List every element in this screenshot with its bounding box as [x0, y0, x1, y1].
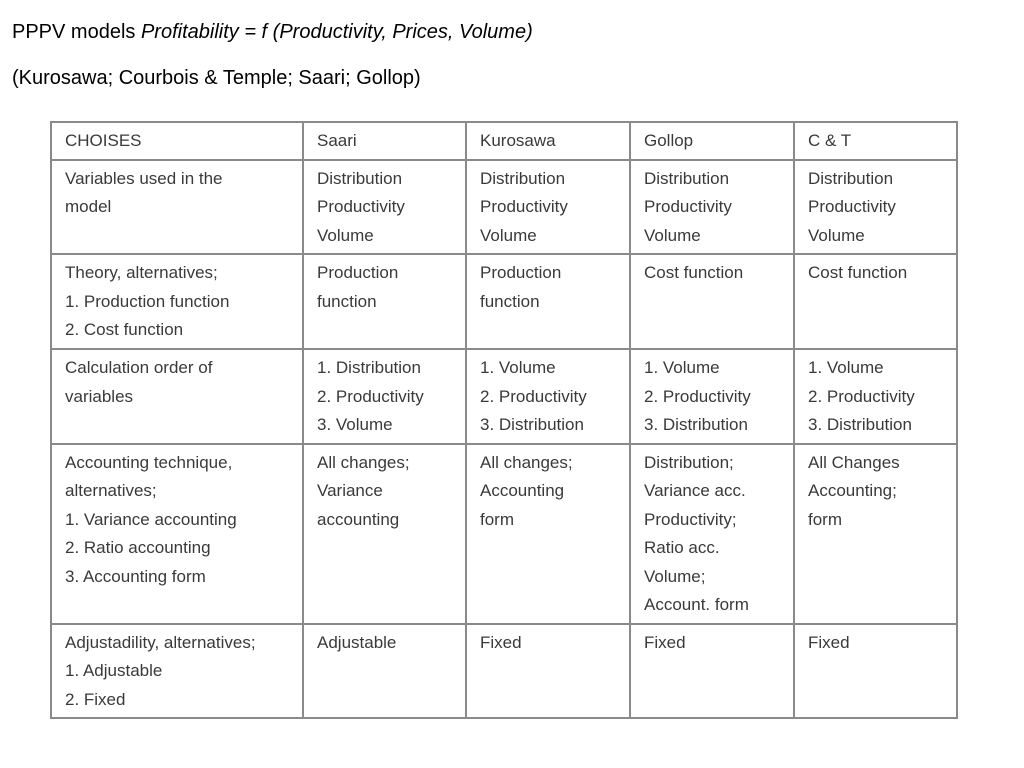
table-cell-kurosawa	[466, 254, 630, 349]
cell-text-line: Fixed	[644, 632, 686, 652]
cell-text-line: Adjustable	[317, 632, 397, 652]
table-row	[51, 624, 957, 719]
cell-text-line: 1. Adjustable	[65, 661, 163, 680]
cell-text-line: 2. Productivity	[644, 386, 751, 406]
cell-text-line: Productivity	[480, 197, 568, 216]
cell-text-line: Volume	[644, 225, 701, 245]
cell-text-line: Calculation order of	[65, 358, 213, 377]
authors-line: (Kurosawa; Courbois & Temple; Saari; Gollop)	[12, 67, 421, 89]
table-cell-kurosawa	[466, 444, 630, 624]
cell-text-line: Distribution;	[644, 452, 734, 472]
cell-text-line: Productivity	[317, 197, 405, 216]
cell-text-line: form	[480, 509, 514, 529]
cell-text-line: 1. Volume	[480, 358, 556, 377]
table-cell-kurosawa	[466, 349, 630, 444]
cell-text-line: 3. Distribution	[644, 415, 748, 434]
table-cell-choises	[51, 160, 303, 255]
cell-text-line: model	[65, 197, 112, 216]
header-cell-kurosawa: Kurosawa	[466, 122, 630, 160]
cell-text-line: 2. Ratio accounting	[65, 538, 211, 557]
cell-text-line: Fixed	[808, 632, 850, 652]
title-prefix: PPPV models	[12, 21, 141, 43]
table-cell-gollop	[630, 624, 794, 719]
cell-text-line: 1. Production function	[65, 291, 230, 311]
cell-text-line: 2. Productivity	[808, 386, 915, 406]
cell-text-line: Volume	[317, 225, 374, 245]
cell-text-line: Volume	[480, 225, 537, 245]
cell-text-line: Production	[480, 263, 562, 282]
cell-text-line: Distribution	[317, 168, 403, 188]
table-cell-gollop	[630, 160, 794, 255]
table-cell-choises	[51, 254, 303, 349]
cell-text-line: 2. Fixed	[65, 689, 126, 709]
table-cell-c-and-t	[794, 349, 957, 444]
table-cell-c-and-t	[794, 254, 957, 349]
table-row	[51, 160, 957, 255]
cell-text-line: Distribution	[644, 168, 730, 188]
pppv-comparison-table	[50, 121, 958, 719]
table-cell-kurosawa	[466, 624, 630, 719]
table-cell-choises	[51, 444, 303, 624]
cell-text-line: function	[480, 291, 540, 311]
cell-text-line: 1. Distribution	[317, 358, 421, 377]
cell-text-line: 3. Distribution	[480, 415, 584, 434]
table-row	[51, 254, 957, 349]
cell-text-line: Variance	[317, 481, 383, 500]
cell-text-line: Volume;	[644, 566, 706, 586]
table-cell-saari	[303, 624, 466, 719]
table-cell-gollop	[630, 349, 794, 444]
cell-text-line: Productivity	[644, 197, 732, 216]
table-cell-saari	[303, 160, 466, 255]
cell-text-line: 1. Volume	[808, 358, 884, 377]
cell-text-line: Theory, alternatives;	[65, 263, 218, 282]
cell-text-line: Cost function	[808, 263, 908, 282]
cell-text-line: 1. Variance accounting	[65, 509, 237, 529]
cell-text-line: 3. Distribution	[808, 415, 912, 434]
table-cell-gollop	[630, 254, 794, 349]
cell-text-line: accounting	[317, 509, 400, 529]
cell-text-line: Distribution	[808, 168, 894, 188]
cell-text-line: 1. Volume	[644, 358, 720, 377]
table-row	[51, 349, 957, 444]
cell-text-line: alternatives;	[65, 481, 157, 500]
table-cell-gollop	[630, 444, 794, 624]
cell-text-line: All Changes	[808, 452, 900, 472]
header-cell-gollop: Gollop	[630, 122, 794, 160]
cell-text-line: function	[317, 291, 377, 311]
cell-text-line: variables	[65, 386, 134, 406]
header-cell-choises: CHOISES	[51, 122, 303, 160]
table-cell-kurosawa	[466, 160, 630, 255]
profitability-formula: Profitability = f (Productivity, Prices, Volume)	[140, 21, 533, 43]
cell-text-line: form	[808, 509, 842, 529]
slide-title	[12, 20, 533, 44]
cell-text-line: Productivity	[808, 197, 896, 216]
table-cell-c-and-t	[794, 444, 957, 624]
header-cell-saari: Saari	[303, 122, 466, 160]
cell-text-line: Account. form	[644, 595, 749, 614]
cell-text-line: Volume	[808, 225, 865, 245]
table-cell-choises	[51, 624, 303, 719]
cell-text-line: Productivity;	[644, 509, 737, 529]
table-row	[51, 444, 957, 624]
cell-text-line: Fixed	[480, 632, 522, 652]
cell-text-line: Cost function	[644, 263, 744, 282]
cell-text-line: 3. Accounting form	[65, 566, 206, 586]
cell-text-line: 2. Productivity	[480, 386, 587, 406]
cell-text-line: Accounting;	[808, 481, 897, 500]
table-cell-saari	[303, 444, 466, 624]
table-cell-c-and-t	[794, 160, 957, 255]
table-cell-choises	[51, 349, 303, 444]
cell-text-line: Accounting technique,	[65, 452, 233, 472]
cell-text-line: 3. Volume	[317, 415, 393, 434]
cell-text-line: 2. Productivity	[317, 386, 424, 406]
cell-text-line: Ratio acc.	[644, 538, 720, 557]
cell-text-line: All changes;	[317, 452, 410, 472]
table-header-row	[51, 122, 957, 160]
cell-text-line: Accounting	[480, 481, 565, 500]
table-body	[51, 122, 957, 718]
cell-text-line: Variables used in the	[65, 168, 223, 188]
header-cell-c-and-t: C & T	[794, 122, 957, 160]
cell-text-line: Production	[317, 263, 399, 282]
table-cell-c-and-t	[794, 624, 957, 719]
cell-text-line: Adjustadility, alternatives;	[65, 632, 256, 652]
table-cell-saari	[303, 254, 466, 349]
cell-text-line: All changes;	[480, 452, 573, 472]
cell-text-line: 2. Cost function	[65, 320, 184, 339]
cell-text-line: Distribution	[480, 168, 566, 188]
table-cell-saari	[303, 349, 466, 444]
cell-text-line: Variance acc.	[644, 481, 746, 500]
